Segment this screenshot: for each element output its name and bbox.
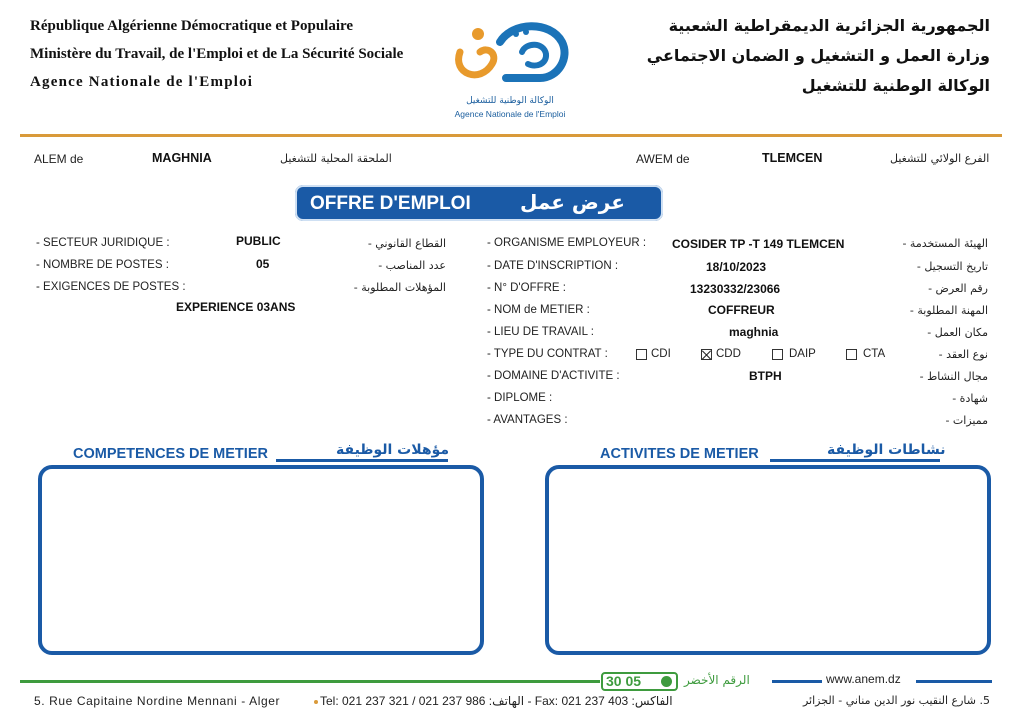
postes-value: 05 — [256, 257, 270, 271]
footer-green-rule — [20, 680, 600, 683]
postes-label: - NOMBRE DE POSTES : — [36, 259, 169, 271]
activites-box[interactable] — [545, 465, 991, 655]
alem-value: MAGHNIA — [152, 151, 212, 165]
header-ar-agency: الوكالة الوطنية للتشغيل — [801, 76, 990, 95]
competences-underline — [276, 459, 448, 462]
postes-label-ar: عدد المناصب - — [378, 259, 446, 272]
organisme-label-ar: الهيئة المستخدمة - — [902, 237, 988, 250]
domaine-value: BTPH — [749, 369, 782, 383]
alem-label: ALEM de — [34, 152, 84, 166]
address-separator-dot — [314, 700, 318, 704]
address-ar: 5. شارع النقيب نور الدين مناني - الجزائر — [802, 694, 990, 707]
logo-arabic-caption: الوكالة الوطنية للتشغيل — [466, 96, 554, 106]
competences-title-fr: COMPETENCES DE METIER — [73, 446, 268, 462]
secteur-value: PUBLIC — [236, 234, 281, 248]
cdi-checkbox[interactable] — [636, 349, 647, 360]
date-value: 18/10/2023 — [706, 260, 767, 274]
exigences-value: EXPERIENCE 03ANS — [176, 300, 296, 314]
activites-title-fr: ACTIVITES DE METIER — [600, 446, 759, 462]
header-ar-republic: الجمهورية الجزائرية الديمقراطية الشعبية — [668, 16, 990, 35]
lieu-value: maghnia — [729, 325, 779, 339]
lieu-label: - LIEU DE TRAVAIL : — [487, 326, 594, 338]
header-fr-ministry: Ministère du Travail, de l'Emploi et de La Sécurité Sociale — [30, 46, 404, 62]
diplome-label: - DIPLOME : — [487, 392, 553, 404]
organisme-value: COSIDER TP -T 149 TLEMCEN — [672, 237, 845, 251]
header-fr-agency: Agence Nationale de l'Emploi — [30, 74, 254, 90]
avantages-label-ar: مميزات - — [945, 414, 988, 427]
metier-value: COFFREUR — [708, 303, 775, 317]
awem-label: AWEM de — [636, 152, 690, 166]
offre-value: 13230332/23066 — [690, 282, 781, 296]
header-fr-republic: République Algérienne Démocratique et Populaire — [30, 18, 354, 34]
banner-title-ar: عرض عمل — [520, 190, 625, 214]
diplome-label-ar: شهادة - — [952, 392, 988, 405]
address-fr: 5. Rue Capitaine Nordine Mennani - Alger — [34, 694, 281, 708]
header-divider — [20, 134, 1002, 137]
awem-value: TLEMCEN — [762, 151, 823, 165]
phone-icon — [661, 676, 672, 687]
metier-label: - NOM de METIER : — [487, 304, 590, 316]
cdd-checkbox[interactable] — [701, 349, 712, 360]
offre-label: - N° D'OFFRE : — [487, 282, 566, 294]
domaine-label-ar: مجال النشاط - — [919, 370, 988, 383]
green-number-label-ar: الرقم الأخضر — [684, 673, 750, 687]
metier-label-ar: المهنة المطلوبة - — [909, 304, 988, 317]
date-label-ar: تاريخ التسجيل - — [916, 260, 988, 273]
website-link[interactable]: www.anem.dz — [826, 672, 901, 686]
header-ar-ministry: وزارة العمل و التشغيل و الضمان الاجتماعي — [646, 46, 990, 65]
daip-label: DAIP — [789, 348, 816, 360]
organisme-label: - ORGANISME EMPLOYEUR : — [487, 237, 647, 249]
secteur-label: - SECTEUR JURIDIQUE : — [36, 237, 170, 249]
offre-label-ar: رقم العرض - — [928, 282, 988, 295]
banner-title-fr: OFFRE D'EMPLOI — [310, 193, 471, 214]
activites-underline — [770, 459, 940, 462]
domaine-label: - DOMAINE D'ACTIVITE : — [487, 370, 620, 382]
contrat-label-ar: نوع العقد - — [938, 348, 988, 361]
contrat-label: - TYPE DU CONTRAT : — [487, 348, 608, 360]
footer-blue-rule-right — [916, 680, 992, 683]
anem-logo-icon — [440, 12, 580, 97]
competences-title-ar: مؤهلات الوظيفة — [336, 442, 450, 458]
daip-checkbox[interactable] — [772, 349, 783, 360]
cta-checkbox[interactable] — [846, 349, 857, 360]
alem-label-ar: الملحقة المحلية للتشغيل — [280, 152, 392, 165]
exigences-label-ar: المؤهلات المطلوبة - — [353, 281, 446, 294]
date-label: - DATE D'INSCRIPTION : — [487, 260, 619, 272]
footer-blue-rule-left — [772, 680, 822, 683]
cdd-label: CDD — [716, 348, 741, 360]
green-number: 30 05 — [606, 673, 642, 689]
logo-french-caption: Agence Nationale de l'Emploi — [454, 109, 566, 119]
address-tel-fax: Tel: 021 237 321 / 021 237 986 :الهاتف - Fax: 021 237 403 :الفاكس — [320, 694, 673, 708]
exigences-label: - EXIGENCES DE POSTES : — [36, 281, 186, 293]
awem-label-ar: الفرع الولائي للتشغيل — [890, 152, 990, 165]
secteur-label-ar: القطاع القانوني - — [367, 237, 446, 250]
competences-box[interactable] — [38, 465, 484, 655]
cdi-label: CDI — [651, 348, 671, 360]
lieu-label-ar: مكان العمل - — [927, 326, 988, 339]
activites-title-ar: نشاطات الوظيفة — [827, 442, 946, 458]
cta-label: CTA — [863, 348, 886, 360]
avantages-label: - AVANTAGES : — [487, 414, 568, 426]
